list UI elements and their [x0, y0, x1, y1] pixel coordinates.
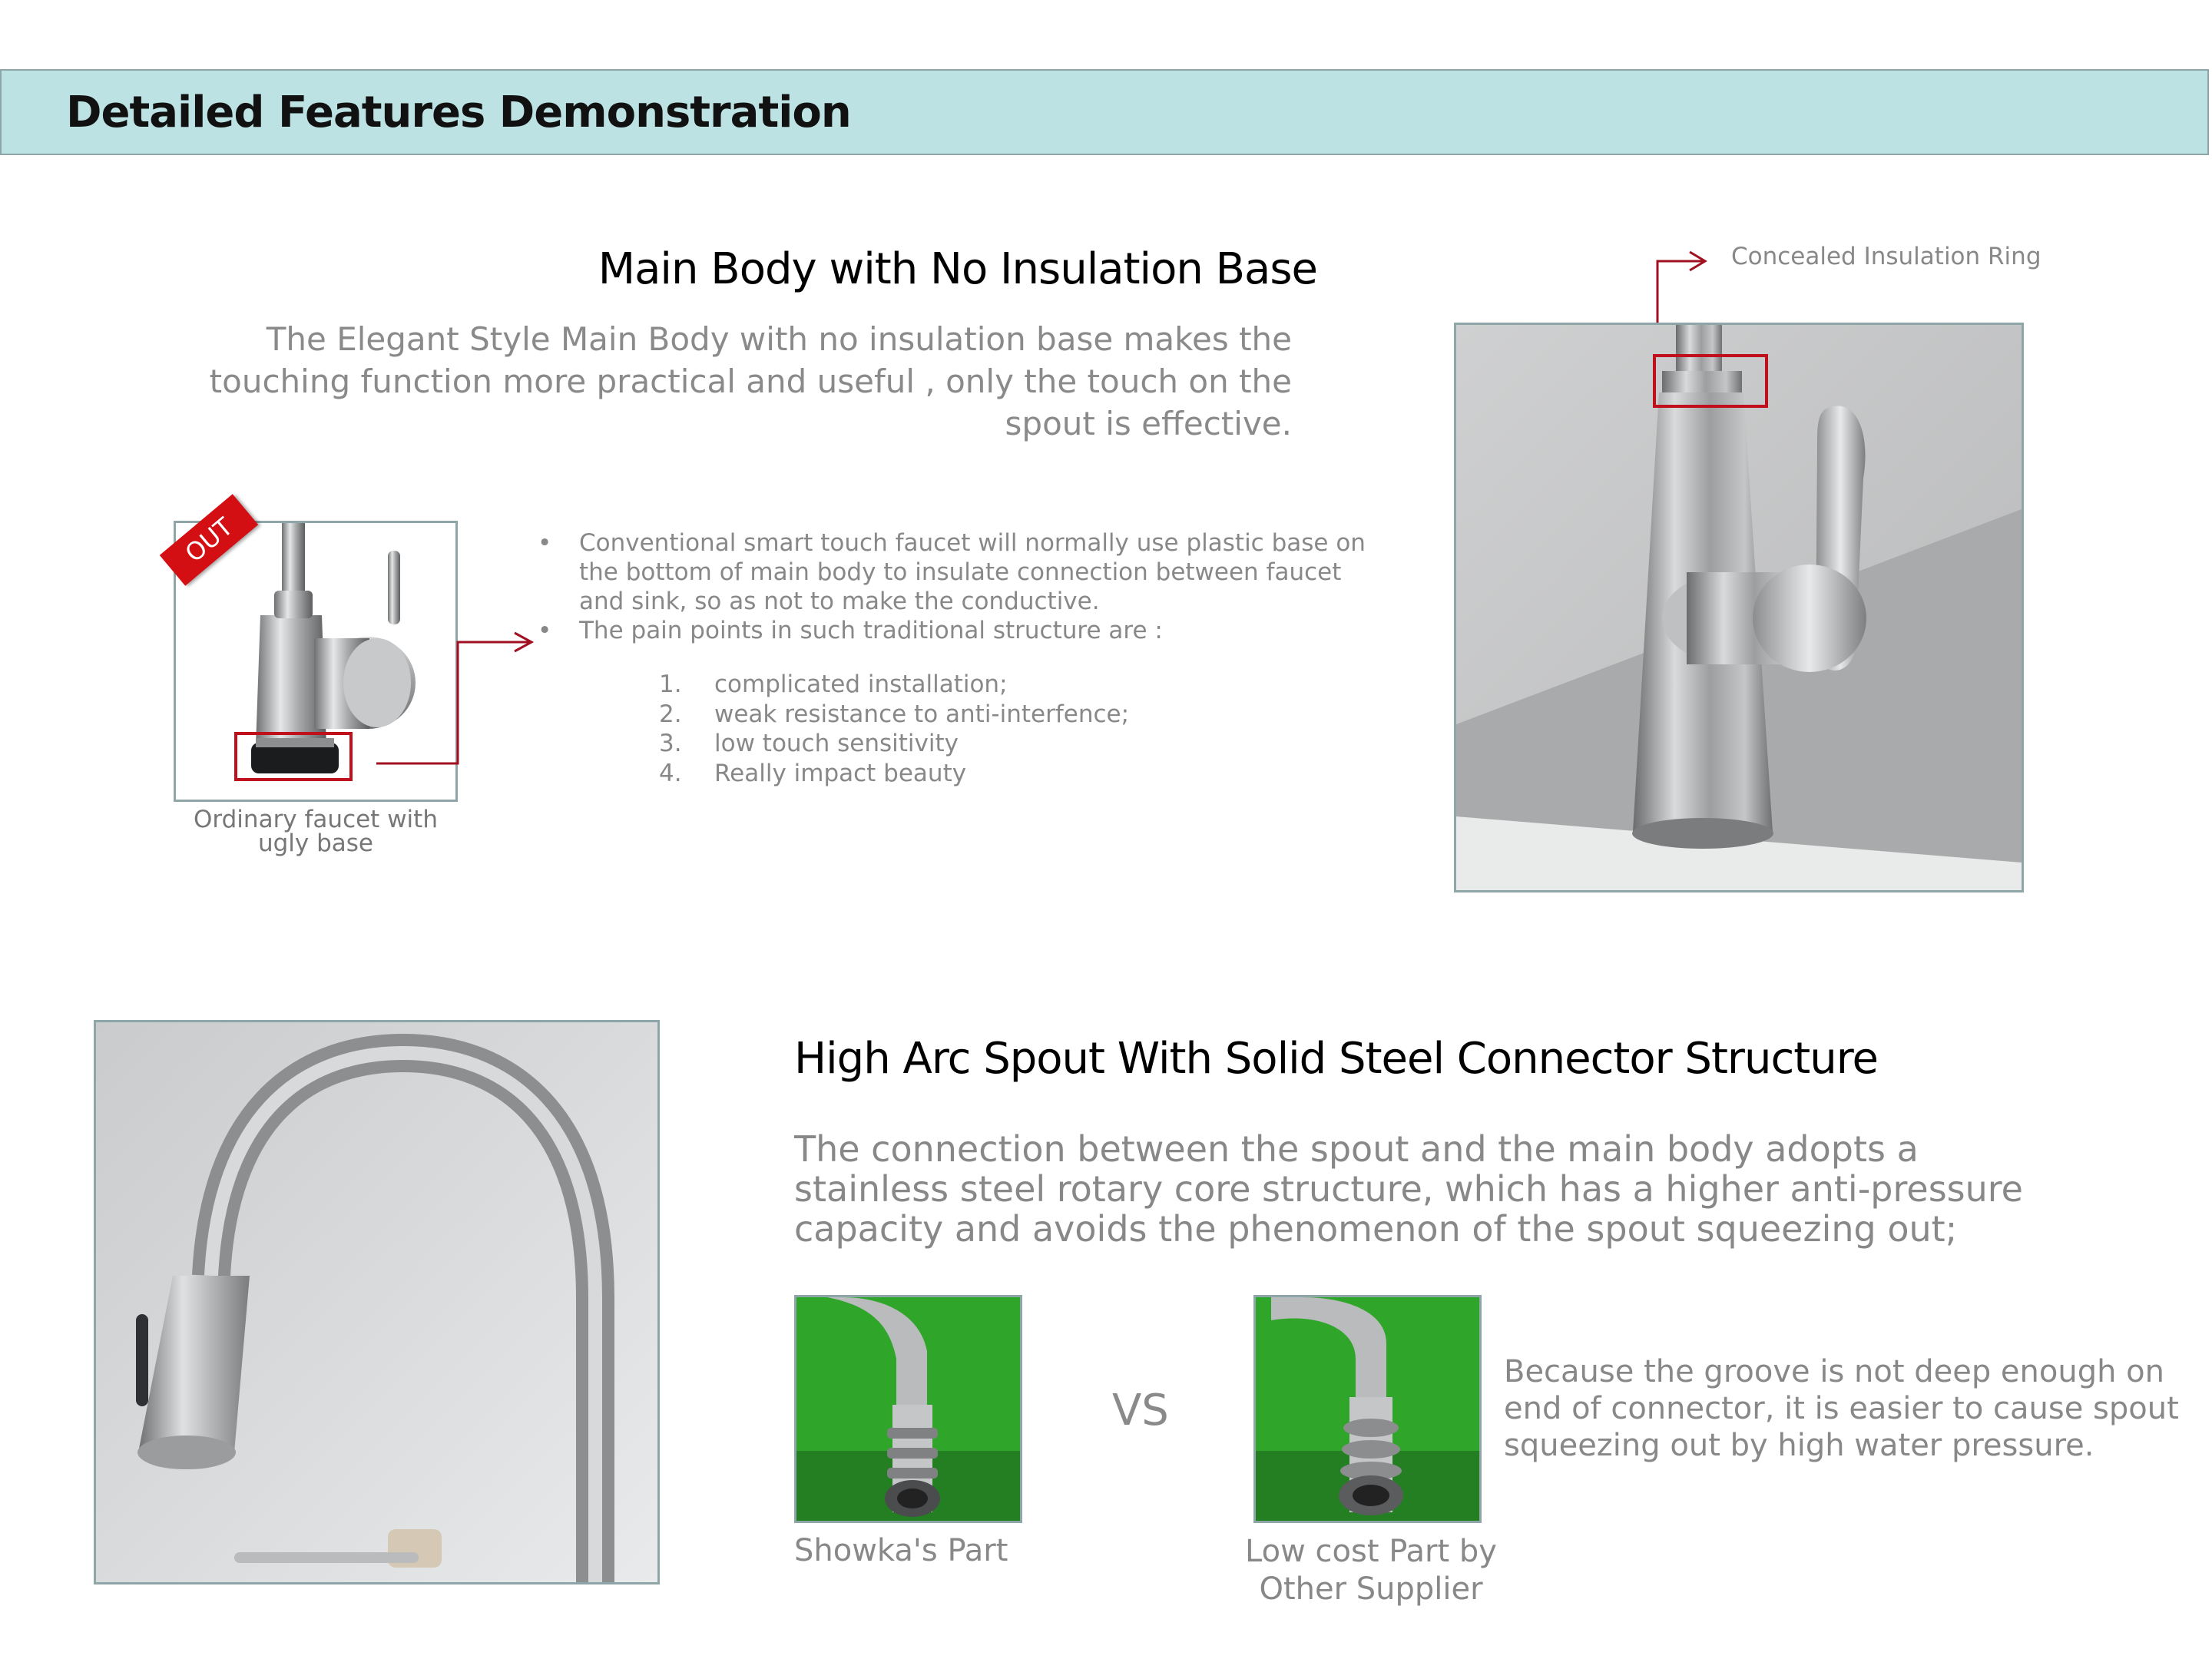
callout-arrow-icon — [369, 630, 545, 776]
low-cost-part-caption — [1244, 1533, 1498, 1608]
showka-part-caption: Showka's Part — [794, 1533, 1008, 1568]
vs-label: VS — [1112, 1386, 1169, 1435]
bullet-text: Conventional smart touch faucet will normally use plastic base on the bottom of main body to insulate connection between faucet and sink, so as not to make the conductive. — [579, 529, 1366, 615]
page-title: Detailed Features Demonstration — [66, 88, 851, 137]
ordinary-caption-line2: ugly base — [257, 830, 374, 857]
low-cost-part-image — [1253, 1295, 1482, 1523]
showka-part-image — [794, 1295, 1022, 1523]
ordinary-caption-line1: Ordinary faucet with — [194, 806, 438, 833]
list-item — [659, 700, 1350, 730]
pain-points-list — [659, 670, 1350, 788]
high-arc-spout-image — [94, 1020, 660, 1584]
list-text: low touch sensitivity — [714, 730, 959, 757]
concealed-insulation-label: Concealed Insulation Ring — [1731, 243, 2041, 270]
bullet-text: The pain points in such traditional structure are : — [579, 617, 1163, 644]
groove-explanation: Because the groove is not deep enough on end of connector, it is easier to cause spout squeezing out by high water pressure. — [1504, 1354, 2179, 1463]
list-text: weak resistance to anti-interfence; — [714, 700, 1130, 728]
list-item — [659, 759, 1350, 789]
low-cost-caption-line2: Other Supplier — [1259, 1571, 1483, 1607]
bullet-dot-icon: • — [538, 529, 552, 557]
concealed-ring-faucet-image — [1454, 323, 2024, 892]
out-badge: OUT — [160, 494, 258, 586]
insulation-section-title: Main Body with No Insulation Base — [598, 244, 1317, 294]
list-text: complicated installation; — [714, 671, 1008, 698]
list-text: Really impact beauty — [714, 759, 967, 787]
insulation-section-description: The Elegant Style Main Body with no insulation base makes the touching function more practical and useful , only the touch on the spout is effective. — [209, 320, 1292, 442]
list-number: 4. — [659, 759, 682, 787]
list-item — [659, 729, 1350, 759]
list-number: 3. — [659, 730, 682, 757]
list-number: 1. — [659, 671, 682, 698]
conventional-faucet-bullets — [538, 528, 1382, 645]
spout-section-description: The connection between the spout and the main body adopts a stainless steel rotary core structure, which has a higher anti-pressure capacity and avoids the phenomenon of the spout squeezing out; — [794, 1128, 2023, 1250]
list-item — [538, 528, 1382, 616]
low-cost-caption-line1: Low cost Part by — [1245, 1534, 1497, 1569]
ordinary-faucet-caption — [174, 808, 458, 856]
list-item — [538, 616, 1382, 645]
list-item — [659, 670, 1350, 700]
spout-section-title: High Arc Spout With Solid Steel Connector Structure — [794, 1034, 1878, 1084]
bullet-dot-icon: • — [538, 617, 552, 644]
list-number: 2. — [659, 700, 682, 728]
